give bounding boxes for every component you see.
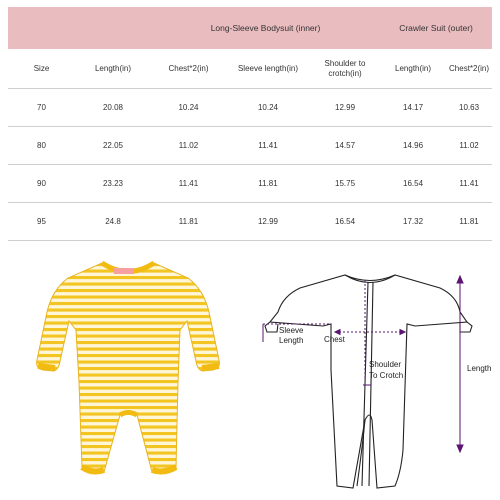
length-arrow-bottom <box>457 445 463 452</box>
table-cell: 12.99 <box>310 89 380 127</box>
column-header-outer-chest: Chest*2(in) <box>446 49 492 89</box>
sleeve-label-line2: Length <box>279 336 304 345</box>
table-cell: 11.02 <box>151 127 226 165</box>
table-cell: 10.63 <box>446 89 492 127</box>
column-header-row <box>8 49 492 89</box>
chest-label: Chest <box>324 335 345 344</box>
table-cell: 15.75 <box>310 165 380 203</box>
table-cell: 17.32 <box>380 203 446 241</box>
table-cell: 11.41 <box>151 165 226 203</box>
table-cell: 80 <box>8 127 75 165</box>
table-cell: 10.24 <box>151 89 226 127</box>
table-cell: 23.23 <box>75 165 151 203</box>
column-header-sleeve-length: Sleeve length(in) <box>226 49 310 89</box>
group-header-inner: Long-Sleeve Bodysuit (inner) <box>151 7 380 49</box>
table-cell: 11.41 <box>226 127 310 165</box>
table-cell: 12.99 <box>226 203 310 241</box>
chest-arrow-left <box>335 330 340 335</box>
table-cell: 16.54 <box>310 203 380 241</box>
table-row <box>8 127 492 165</box>
shoulder-label-line1: Shoulder <box>369 360 402 369</box>
table-row <box>8 89 492 127</box>
striped-romper-photo <box>16 250 241 480</box>
table-cell: 90 <box>8 165 75 203</box>
column-header-length: Length(in) <box>75 49 151 89</box>
table-cell: 14.17 <box>380 89 446 127</box>
table-cell: 11.02 <box>446 127 492 165</box>
table-row <box>8 203 492 241</box>
table-cell: 95 <box>8 203 75 241</box>
romper-cuff-left <box>38 366 55 368</box>
table-cell: 24.8 <box>75 203 151 241</box>
shoulder-label-line2: To Crotch <box>369 371 404 380</box>
measurement-lines <box>263 276 463 452</box>
romper-crotch-trim <box>120 413 137 416</box>
group-header-blank <box>8 7 151 49</box>
romper-neck-label <box>114 268 134 274</box>
chest-arrow-right <box>400 330 405 335</box>
column-header-size: Size <box>8 49 75 89</box>
romper-cuff-right <box>202 366 219 368</box>
sleeve-label-line1: Sleeve <box>279 326 304 335</box>
column-header-chest: Chest*2(in) <box>151 49 226 89</box>
size-chart-table <box>8 7 492 241</box>
length-arrow-top <box>457 276 463 283</box>
table-cell: 11.41 <box>446 165 492 203</box>
table-cell: 11.81 <box>446 203 492 241</box>
length-label: Length <box>467 364 492 373</box>
column-header-shoulder-to-crotch: Shoulder to crotch(in) <box>310 49 380 89</box>
table-cell: 16.54 <box>380 165 446 203</box>
romper-outline <box>265 275 472 488</box>
table-cell: 20.08 <box>75 89 151 127</box>
measurement-diagram <box>245 250 495 495</box>
group-header-outer: Crawler Suit (outer) <box>380 7 492 49</box>
table-cell: 22.05 <box>75 127 151 165</box>
table-cell: 14.96 <box>380 127 446 165</box>
group-header-row <box>8 7 492 49</box>
table-cell: 11.81 <box>226 165 310 203</box>
table-row <box>8 165 492 203</box>
table-cell: 70 <box>8 89 75 127</box>
table-cell: 10.24 <box>226 89 310 127</box>
column-header-outer-length: Length(in) <box>380 49 446 89</box>
table-cell: 11.81 <box>151 203 226 241</box>
table-cell: 14.57 <box>310 127 380 165</box>
